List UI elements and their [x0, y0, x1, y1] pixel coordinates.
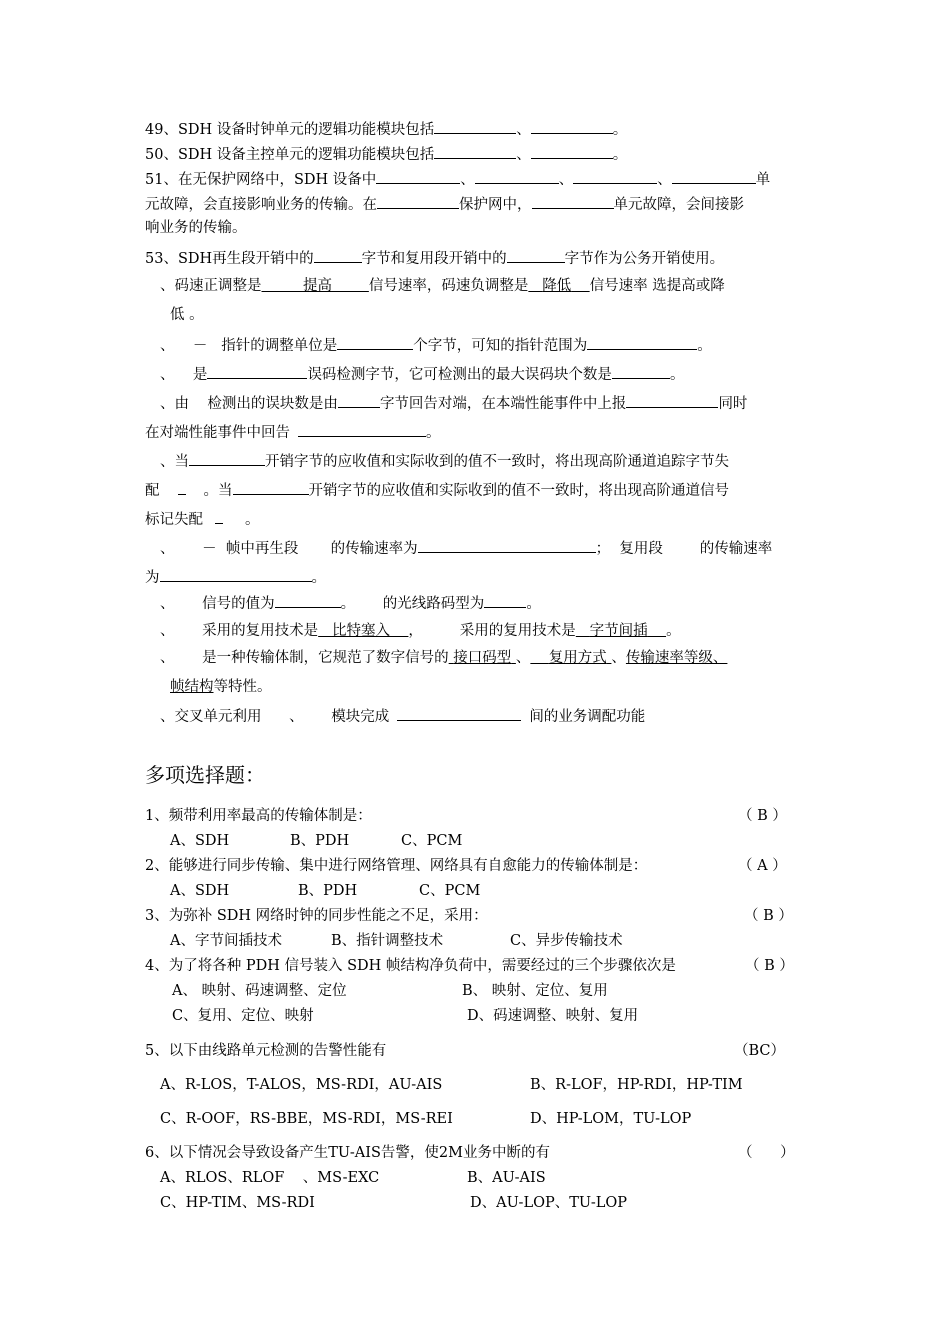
mc-answer-6: （ ） [738, 1145, 795, 1161]
mc-option[interactable]: B、指针调整技术 [331, 933, 444, 949]
question-50: 50、SDH 设备主控单元的逻辑功能模块包括 、 。 [145, 143, 627, 165]
blank[interactable] [484, 592, 526, 608]
mc-option[interactable]: A、RLOS、RLOF 、MS-EXC [160, 1170, 380, 1186]
question-57-line1: 、由 检测出的误块数是由 字节回告对端，在本端性能事件中上报 同时 [160, 392, 747, 414]
mc-question-4: 4、为了将各种 PDH 信号装入 SDH 帧结构净负荷中，需要经过的三个步骤依次是 [145, 958, 676, 974]
mc-question-6: 6、以下情况会导致设备产生TU-AIS告警，使2M业务中断的有 [145, 1145, 550, 1161]
question-55: 、 － 指针的调整单位是 个字节，可知的指针范围为 。 [160, 334, 712, 356]
question-58-line2: 配 。当 开销字节的应收值和实际收到的值不一致时，将出现高阶通道信号 [145, 479, 729, 501]
answer: 字节间插 [589, 623, 648, 639]
question-54-line1: 、码速正调整是 提高 信号速率，码速负调整是 降低 信号速率 选提高或降 [160, 278, 725, 294]
blank[interactable] [298, 421, 426, 437]
question-58-line1: 、当 开销字节的应收值和实际收到的值不一致时，将出现高阶通道追踪字节失 [160, 450, 729, 472]
blank[interactable] [434, 118, 516, 134]
mc-option[interactable]: A、SDH [170, 883, 230, 899]
mc-option[interactable]: D、AU-LOP、TU-LOP [470, 1195, 628, 1211]
question-57-line2: 在对端性能事件中回告 。 [145, 421, 441, 443]
blank[interactable] [397, 705, 521, 721]
blank[interactable] [337, 334, 413, 350]
question-53: 53、SDH再生段开销中的 字节和复用段开销中的 字节作为公务开销使用。 [145, 247, 724, 269]
blank[interactable] [207, 363, 307, 379]
blank[interactable] [475, 168, 559, 184]
blank[interactable] [215, 508, 223, 524]
question-62-line2: 帧结构等特性。 [170, 679, 272, 695]
blank[interactable] [532, 193, 614, 209]
blank[interactable] [189, 450, 265, 466]
mc-option[interactable]: D、HP-LOM，TU-LOP [530, 1111, 692, 1127]
blank[interactable] [531, 118, 613, 134]
question-51-line2: 元故障，会直接影响业务的传输。在 保护网中， 单元故障，会间接影 [145, 193, 744, 215]
q49-text: 49、SDH 设备时钟单元的逻辑功能模块包括 [145, 122, 435, 138]
question-49: 49、SDH 设备时钟单元的逻辑功能模块包括 、 。 [145, 118, 627, 140]
answer: 降低 [542, 278, 572, 294]
answer: 帧结构 [170, 679, 214, 695]
mc-option[interactable]: A、 映射、码速调整、定位 [172, 983, 347, 999]
mc-answer-4: （ B ） [745, 958, 794, 974]
blank[interactable] [531, 143, 613, 159]
question-58-line3: 标记失配 。 [145, 508, 260, 530]
mc-option[interactable]: C、异步传输技术 [510, 933, 623, 949]
mc-option[interactable]: B、R-LOF，HP-RDI，HP-TIM [530, 1077, 743, 1093]
blank[interactable] [626, 392, 718, 408]
blank[interactable] [672, 168, 756, 184]
mc-answer-1: （ B ） [738, 808, 787, 824]
question-60: 、 信号的值为 。 的光线路码型为 。 [160, 592, 541, 614]
mc-option[interactable]: B、 映射、定位、复用 [462, 983, 608, 999]
mc-option[interactable]: A、R-LOS，T-ALOS，MS-RDI，AU-AIS [160, 1077, 443, 1093]
question-51-line1: 51、在无保护网络中，SDH 设备中 、 、 、 单 [145, 168, 770, 190]
mc-option[interactable]: B、AU-AIS [467, 1170, 546, 1186]
blank[interactable] [233, 479, 309, 495]
blank[interactable] [314, 247, 362, 263]
mc-answer-3: （ B ） [744, 908, 793, 924]
q50-text: 50、SDH 设备主控单元的逻辑功能模块包括 [145, 147, 435, 163]
blank[interactable] [376, 168, 460, 184]
mc-option[interactable]: C、R-OOF，RS-BBE，MS-RDI，MS-REI [160, 1111, 453, 1127]
question-59-line1: 、 － 帧中再生段 的传输速率为 ； 复用段 的传输速率 [160, 537, 772, 559]
question-59-line2: 为 。 [145, 566, 326, 588]
mc-answer-2: （ A ） [738, 858, 787, 874]
question-61: 、 采用的复用技术是 比特塞入 ， 采用的复用技术是 字节间插 。 [160, 623, 681, 639]
answer: 提高 [302, 278, 332, 294]
blank[interactable] [573, 168, 657, 184]
blank[interactable] [275, 592, 341, 608]
mc-option[interactable]: C、PCM [401, 833, 463, 849]
question-63: 、交叉单元利用 、 模块完成 间的业务调配功能 [160, 705, 645, 727]
question-62-line1: 、 是一种传输体制，它规范了数字信号的 接口码型 、 复用方式 、传输速率等级、 [160, 650, 728, 666]
mc-option[interactable]: D、码速调整、映射、复用 [467, 1008, 639, 1024]
blank[interactable] [418, 537, 596, 553]
question-51-line3: 响业务的传输。 [145, 220, 247, 236]
mc-question-1: 1、频带利用率最高的传输体制是： [145, 808, 372, 824]
blank[interactable] [160, 566, 312, 582]
blank[interactable] [507, 247, 565, 263]
mc-option[interactable]: B、PDH [298, 883, 358, 899]
question-54-line2: 低 。 [170, 307, 204, 323]
mc-question-5: 5、以下由线路单元检测的告警性能有 [145, 1043, 387, 1059]
blank[interactable] [377, 193, 459, 209]
mc-answer-5: （BC） [734, 1043, 786, 1059]
mc-question-2: 2、能够进行同步传输、集中进行网络管理、网络具有自愈能力的传输体制是： [145, 858, 648, 874]
blank[interactable] [178, 479, 186, 495]
blank[interactable] [434, 143, 516, 159]
answer: 传输速率等级、 [625, 650, 728, 666]
answer: 比特塞入 [331, 623, 390, 639]
blank[interactable] [338, 392, 380, 408]
answer: 复用方式 [548, 650, 607, 666]
mc-option[interactable]: C、复用、定位、映射 [172, 1008, 314, 1024]
mc-option[interactable]: A、SDH [170, 833, 230, 849]
mc-option[interactable]: B、PDH [290, 833, 350, 849]
blank[interactable] [612, 363, 670, 379]
answer: 接口码型 [453, 650, 512, 666]
mc-option[interactable]: A、字节间插技术 [170, 933, 282, 949]
mc-option[interactable]: C、PCM [419, 883, 481, 899]
blank[interactable] [587, 334, 697, 350]
mc-question-3: 3、为弥补 SDH 网络时钟的同步性能之不足，采用： [145, 908, 488, 924]
question-56: 、 是 误码检测字节，它可检测出的最大误码块个数是 。 [160, 363, 684, 385]
mc-option[interactable]: C、HP-TIM、MS-RDI [160, 1195, 315, 1211]
section-title: 多项选择题： [145, 763, 265, 787]
